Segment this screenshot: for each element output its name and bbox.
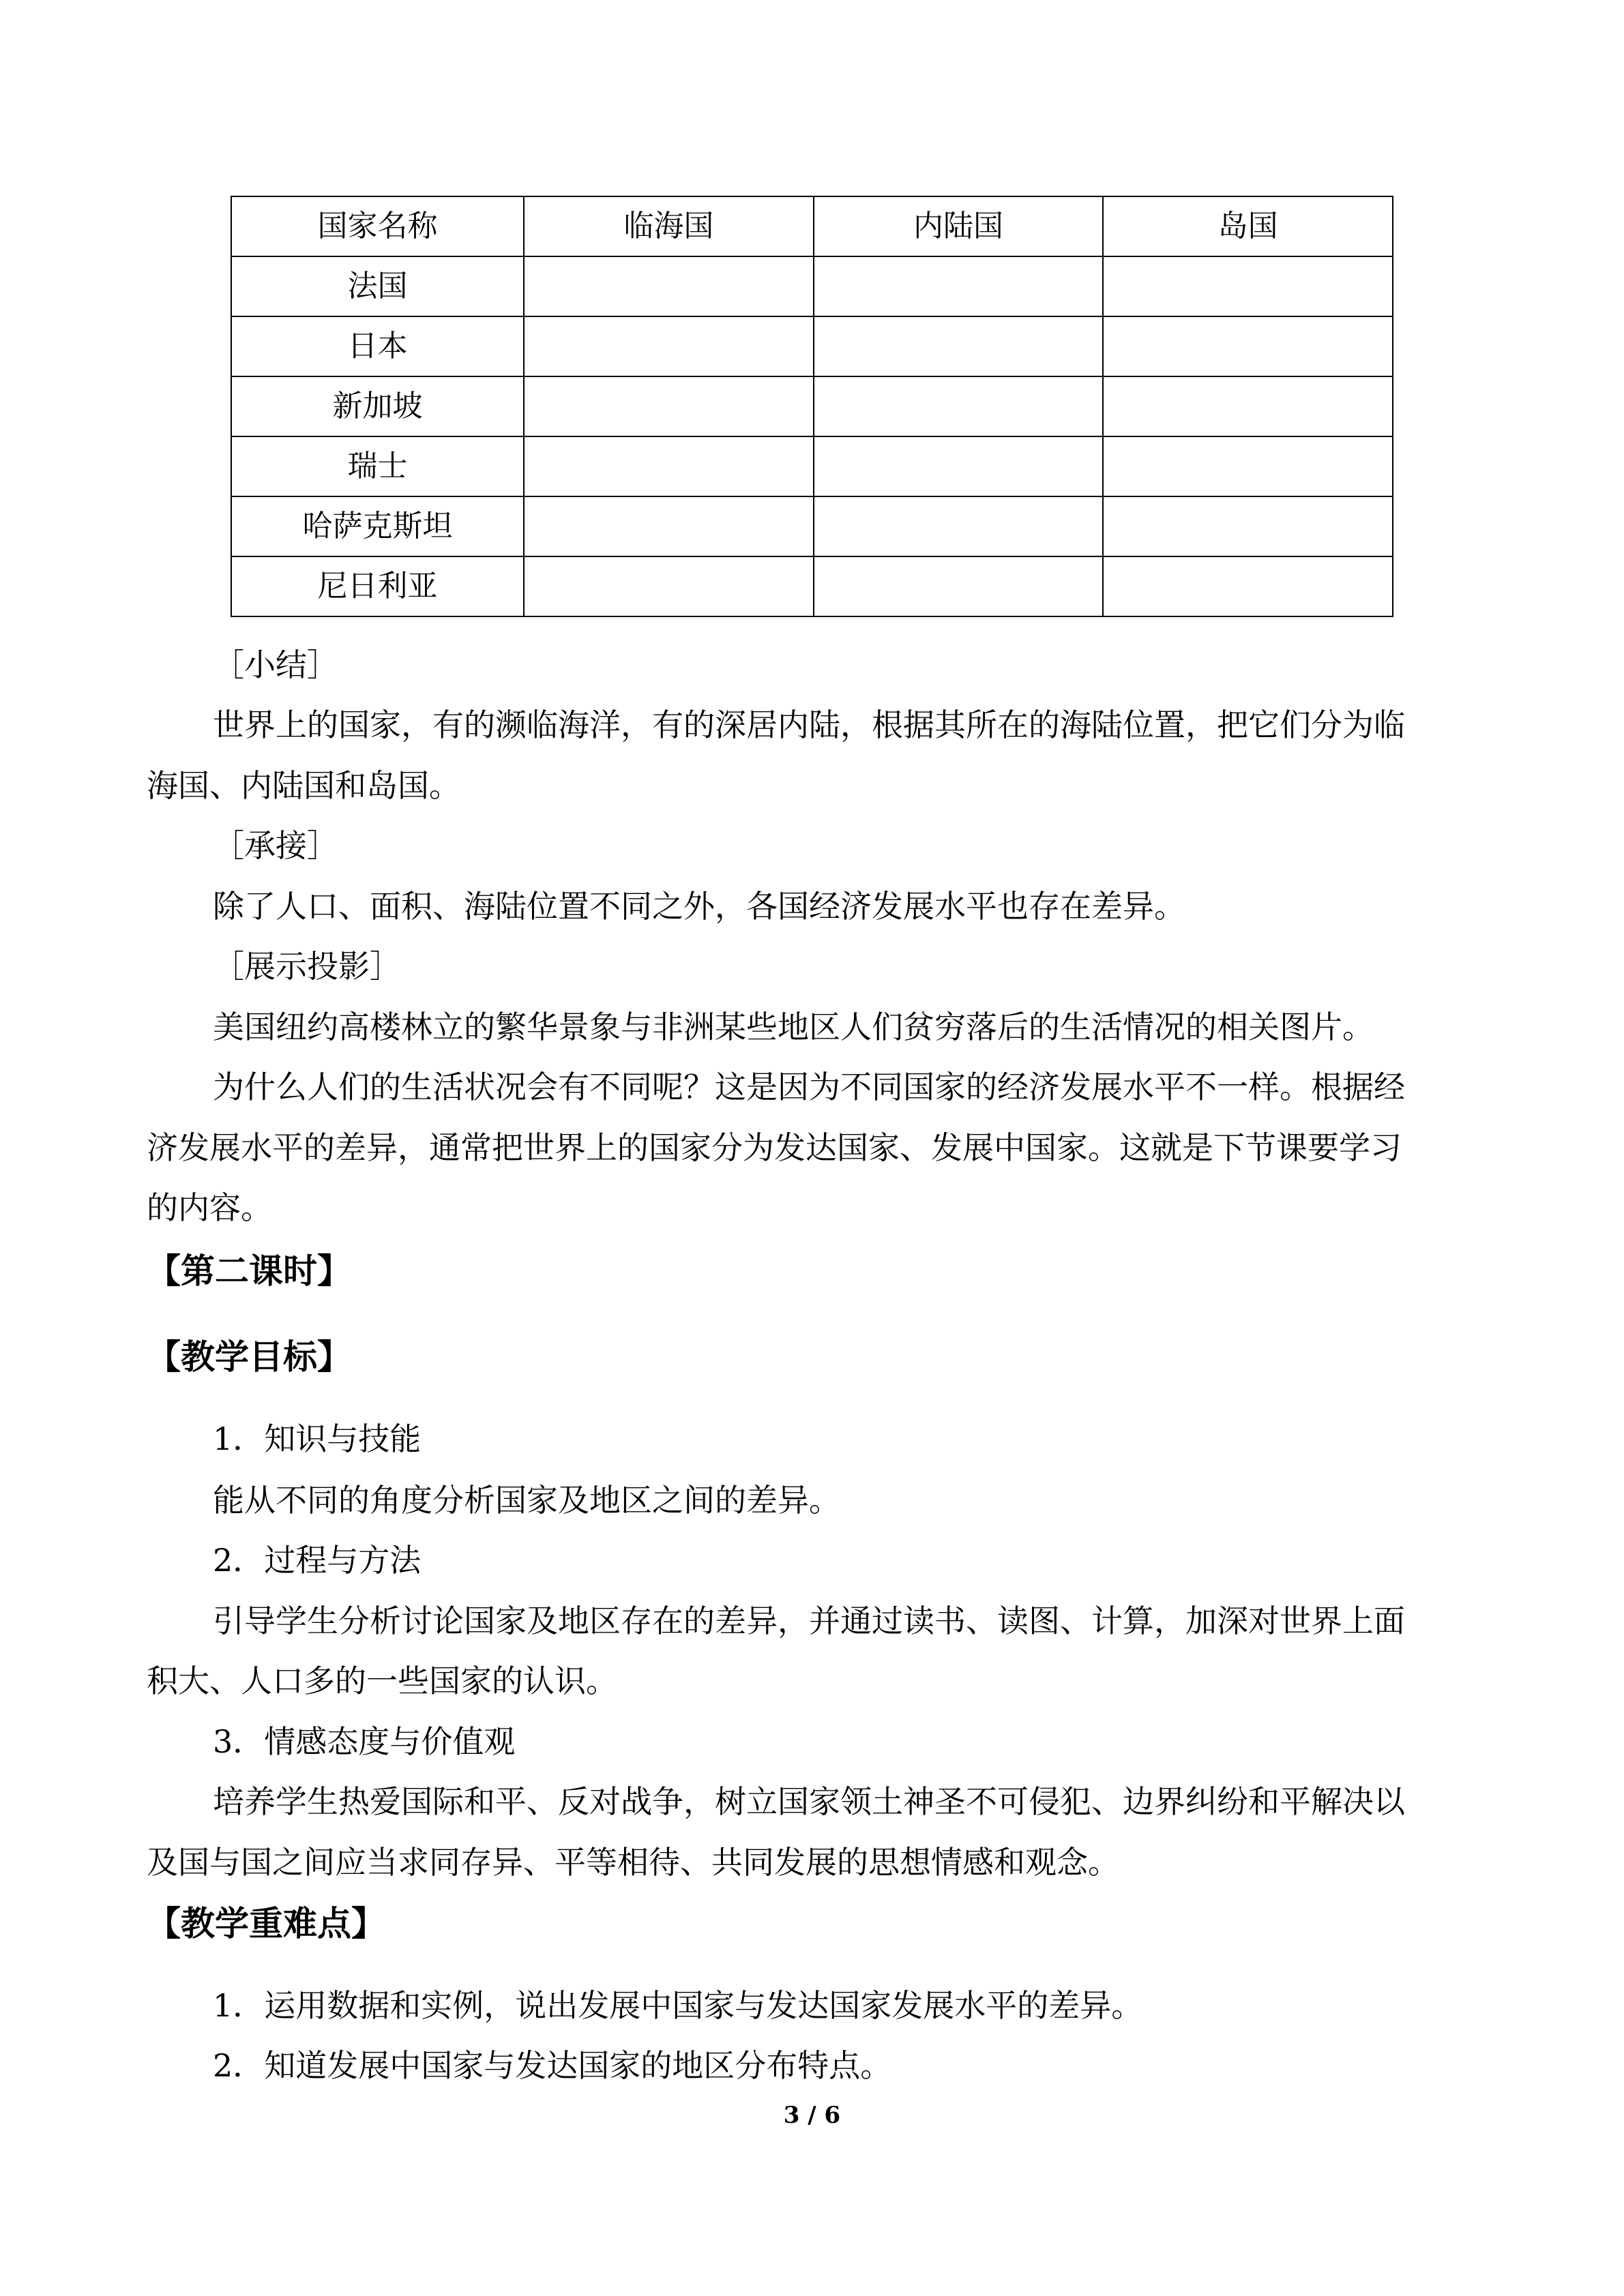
table-cell <box>814 376 1104 436</box>
page-number: 3 / 6 <box>783 2102 841 2129</box>
summary-paragraph-line: 世界上的国家，有的濒临海洋，有的深居内陆，根据其所在的海陆位置，把它们分为临 <box>213 706 1405 743</box>
table-cell <box>524 376 814 436</box>
table-row <box>231 436 1393 496</box>
table-cell <box>814 256 1104 316</box>
projection-label: ［展示投影］ <box>213 948 401 985</box>
table-row <box>231 316 1393 376</box>
objectives-heading: 【教学目标】 <box>147 1337 351 1377</box>
table-header-cell: 内陆国 <box>814 196 1104 256</box>
table-cell <box>814 316 1104 376</box>
keypoint-1: 1．运用数据和实例，说出发展中国家与发达国家发展水平的差异。 <box>213 1987 1143 2024</box>
table-header-row <box>231 196 1393 256</box>
objective-2-text-line: 引导学生分析讨论国家及地区存在的差异，并通过读书、读图、计算，加深对世界上面 <box>213 1602 1405 1639</box>
keypoint-2: 2．知道发展中国家与发达国家的地区分布特点。 <box>213 2047 892 2084</box>
summary-label: ［小结］ <box>213 646 338 683</box>
table-cell: 瑞士 <box>231 436 524 496</box>
explanation-paragraph-line: 济发展水平的差异，通常把世界上的国家分为发达国家、发展中国家。这就是下节课要学习 <box>147 1129 1402 1166</box>
objective-3-title: 3．情感态度与价值观 <box>213 1723 516 1760</box>
table-cell <box>1103 496 1393 556</box>
table-cell <box>1103 556 1393 616</box>
objective-3-text-line: 培养学生热爱国际和平、反对战争，树立国家领土神圣不可侵犯、边界纠纷和平解决以 <box>213 1783 1405 1820</box>
objective-2-text-line: 积大、人口多的一些国家的认识。 <box>147 1663 617 1699</box>
table-cell: 尼日利亚 <box>231 556 524 616</box>
explanation-paragraph-line: 为什么人们的生活状况会有不同呢？这是因为不同国家的经济发展水平不一样。根据经 <box>213 1069 1405 1105</box>
table-cell <box>524 256 814 316</box>
table-header-cell: 国家名称 <box>231 196 524 256</box>
table-cell <box>524 556 814 616</box>
table-row <box>231 556 1393 616</box>
table-header-cell: 临海国 <box>524 196 814 256</box>
transition-paragraph: 除了人口、面积、海陆位置不同之外，各国经济发展水平也存在差异。 <box>213 888 1185 925</box>
table-cell: 哈萨克斯坦 <box>231 496 524 556</box>
table-cell <box>814 556 1104 616</box>
explanation-paragraph-line: 的内容。 <box>147 1189 272 1226</box>
projection-paragraph: 美国纽约高楼林立的繁华景象与非洲某些地区人们贫穷落后的生活情况的相关图片。 <box>213 1009 1374 1045</box>
objective-3-text-line: 及国与国之间应当求同存异、平等相待、共同发展的思想情感和观念。 <box>147 1844 1119 1881</box>
table-cell <box>524 316 814 376</box>
table-cell: 新加坡 <box>231 376 524 436</box>
objective-1-text: 能从不同的角度分析国家及地区之间的差异。 <box>213 1482 840 1519</box>
table-cell: 法国 <box>231 256 524 316</box>
table-cell <box>1103 436 1393 496</box>
country-classification-table <box>231 196 1393 617</box>
table-cell <box>814 496 1104 556</box>
table-cell <box>1103 256 1393 316</box>
objective-2-title: 2．过程与方法 <box>213 1542 422 1579</box>
table-cell <box>524 436 814 496</box>
table-cell <box>1103 316 1393 376</box>
table-row <box>231 376 1393 436</box>
lesson2-heading: 【第二课时】 <box>147 1251 351 1291</box>
table-cell <box>524 496 814 556</box>
table-row <box>231 496 1393 556</box>
table-cell <box>814 436 1104 496</box>
table-cell: 日本 <box>231 316 524 376</box>
table-cell <box>1103 376 1393 436</box>
summary-paragraph-line: 海国、内陆国和岛国。 <box>147 767 460 804</box>
transition-label: ［承接］ <box>213 827 338 864</box>
objective-1-title: 1．知识与技能 <box>213 1420 422 1457</box>
table-row <box>231 256 1393 316</box>
keypoints-heading: 【教学重难点】 <box>147 1904 385 1943</box>
table-header-cell: 岛国 <box>1103 196 1393 256</box>
